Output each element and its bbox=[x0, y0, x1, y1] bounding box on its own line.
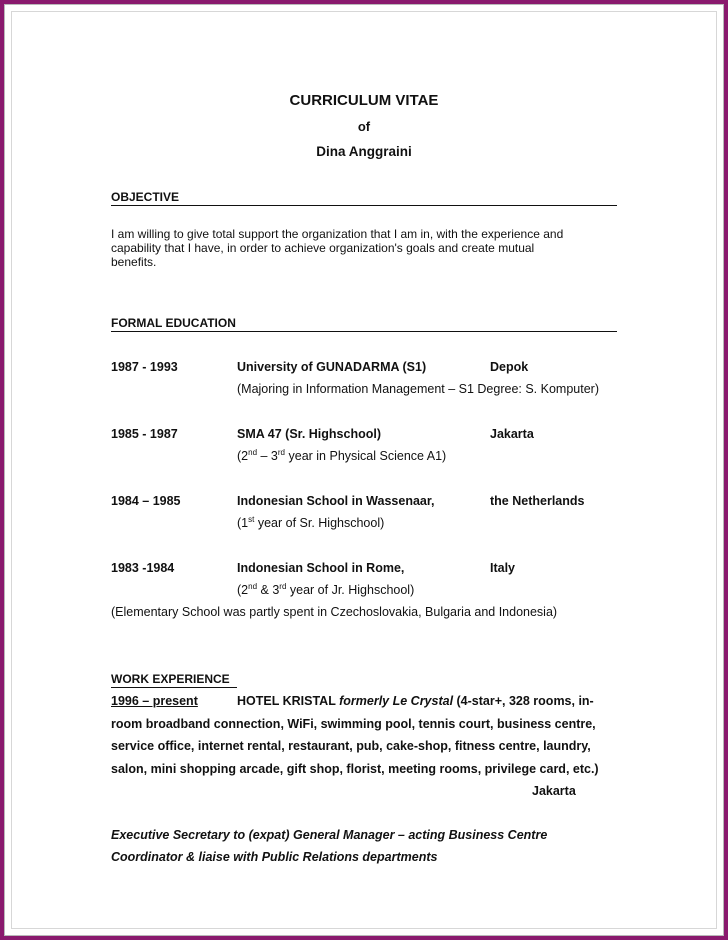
edu-note-2: (2nd – 3rd year in Physical Science A1) bbox=[237, 447, 447, 463]
edu-years-2: 1985 - 1987 bbox=[111, 427, 178, 441]
work-line-1-rest: (4-star+, 328 rooms, in- bbox=[453, 694, 594, 708]
edu-city-3: the Netherlands bbox=[490, 494, 585, 508]
edu-city-4: Italy bbox=[490, 561, 516, 575]
work-period: 1996 – present bbox=[111, 694, 198, 708]
work-city: Jakarta bbox=[532, 784, 576, 798]
objective-text bbox=[111, 227, 563, 269]
objective-line-1: I am willing to give total support the organization that I am in, with the experience and bbox=[111, 227, 564, 241]
edu-city-1: Depok bbox=[490, 360, 529, 374]
edu-note-3: (1st year of Sr. Highschool) bbox=[237, 514, 385, 530]
work-line-3: service office, internet rental, restaurant, pub, cake-shop, fitness centre, laundry, bbox=[111, 739, 591, 753]
edu-note-1: (Majoring in Information Management – S1 Degree: S. Komputer) bbox=[237, 382, 599, 396]
objective-heading: OBJECTIVE bbox=[111, 190, 617, 206]
cv-title: CURRICULUM VITAE bbox=[289, 92, 439, 109]
education-footnote: (Elementary School was partly spent in Czechoslovakia, Bulgaria and Indonesia) bbox=[111, 605, 558, 619]
work-heading: WORK EXPERIENCE bbox=[111, 672, 237, 688]
work-hotel: HOTEL KRISTAL bbox=[237, 694, 336, 708]
cv-name: Dina Anggraini bbox=[316, 144, 412, 159]
work-role-line-1: Executive Secretary to (expat) General Manager – acting Business Centre bbox=[111, 828, 548, 842]
work-formerly: formerly Le Crystal bbox=[339, 694, 454, 708]
work-line-1 bbox=[111, 694, 594, 708]
edu-years-3: 1984 – 1985 bbox=[111, 494, 181, 508]
edu-school-3: Indonesian School in Wassenaar, bbox=[237, 494, 435, 508]
education-heading: FORMAL EDUCATION bbox=[111, 316, 617, 332]
edu-school-1: University of GUNADARMA (S1) bbox=[237, 360, 427, 374]
edu-school-2: SMA 47 (Sr. Highschool) bbox=[237, 427, 382, 441]
work-line-4: salon, mini shopping arcade, gift shop, florist, meeting rooms, privilege card, etc.) bbox=[111, 762, 599, 776]
edu-years-4: 1983 -1984 bbox=[111, 561, 175, 575]
cv-of: of bbox=[357, 119, 371, 134]
objective-line-2: capability that I have, in order to achieve organization's goals and create mutual bbox=[111, 241, 535, 255]
edu-school-4: Indonesian School in Rome, bbox=[237, 561, 405, 575]
work-line-2: room broadband connection, WiFi, swimming pool, tennis court, business centre, bbox=[111, 717, 596, 731]
edu-city-2: Jakarta bbox=[490, 427, 534, 441]
work-role-line-2: Coordinator & liaise with Public Relations departments bbox=[111, 850, 438, 864]
edu-note-4: (2nd & 3rd year of Jr. Highschool) bbox=[237, 581, 415, 597]
objective-line-3: benefits. bbox=[111, 255, 157, 269]
edu-years-1: 1987 - 1993 bbox=[111, 360, 178, 374]
